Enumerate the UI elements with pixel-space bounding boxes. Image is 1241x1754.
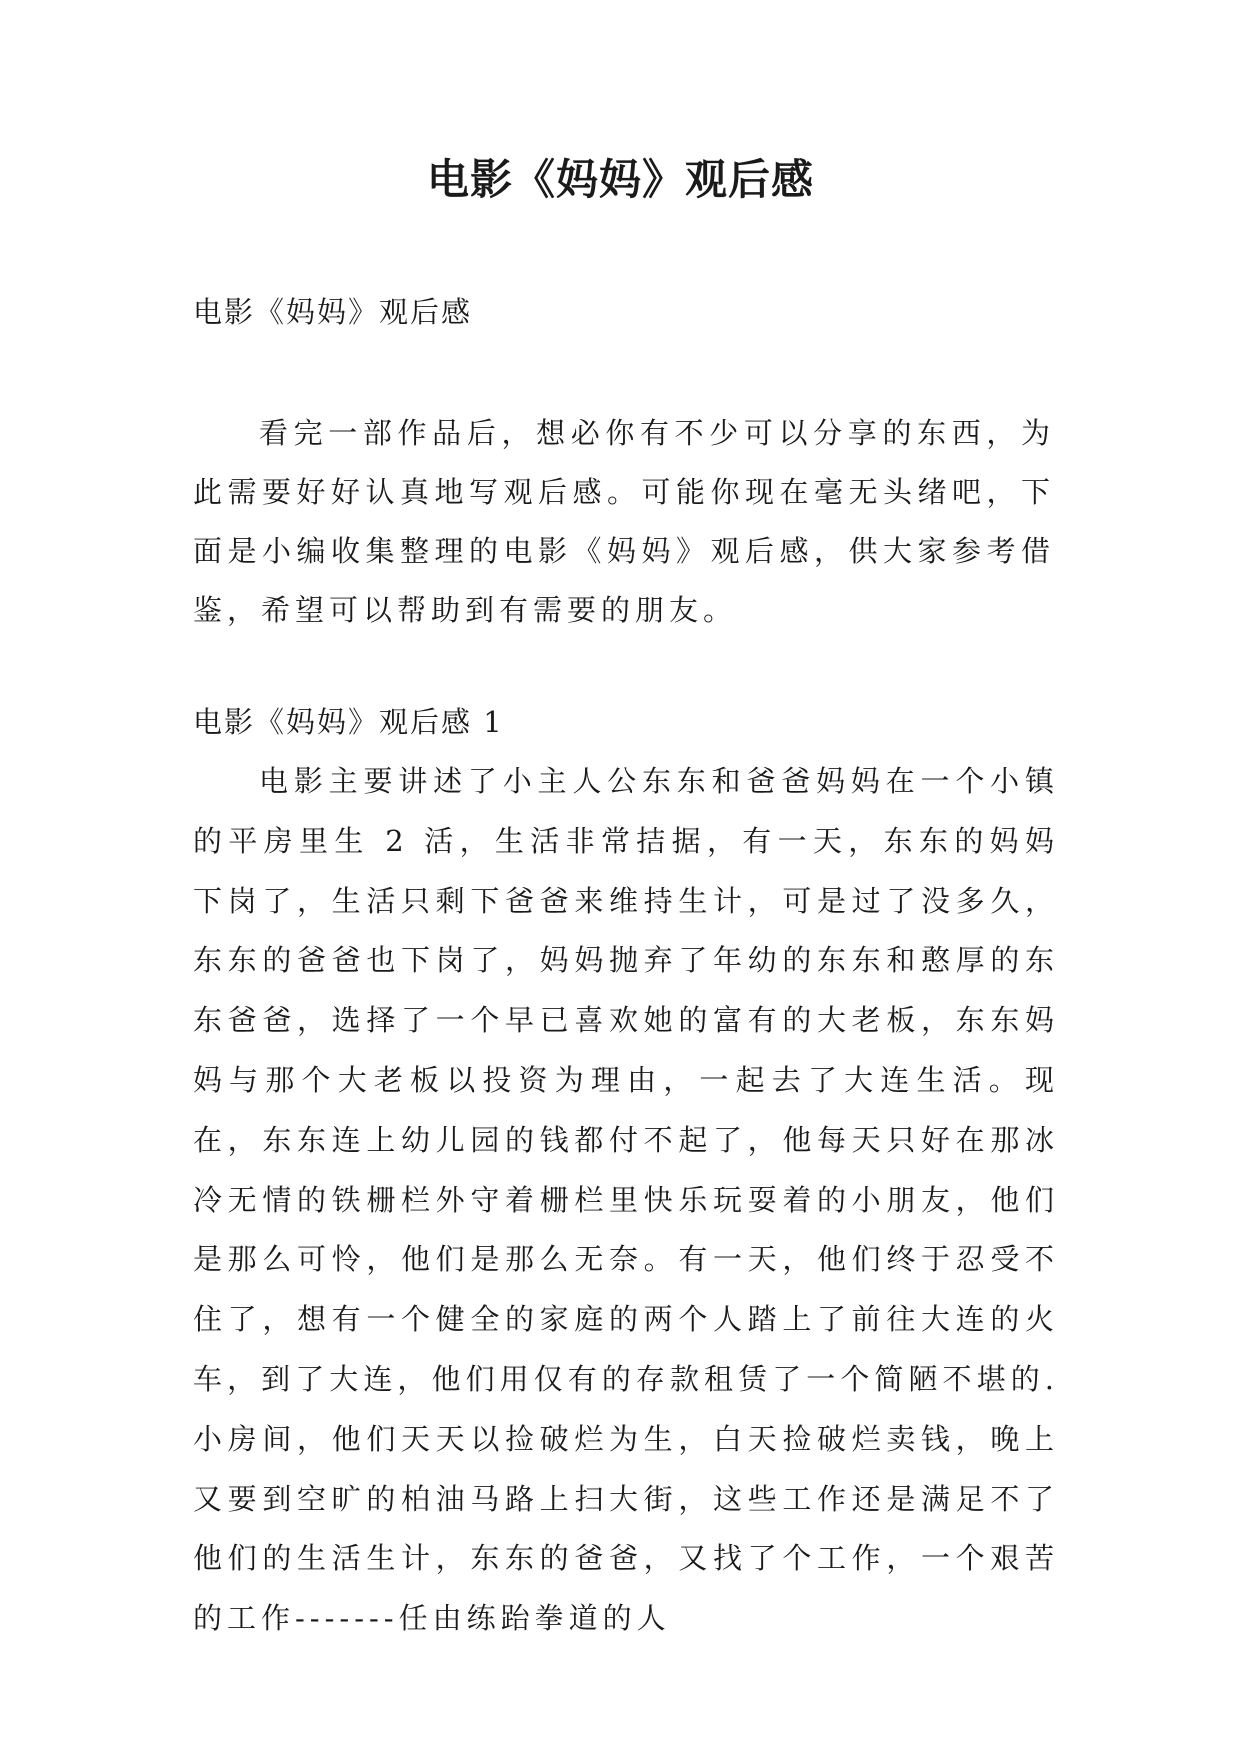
- section-heading-1: 电影《妈妈》观后感 1: [193, 705, 504, 739]
- body-paragraph-1: 电影主要讲述了小主人公东东和爸爸妈妈在一个小镇的平房里生 2 活，生活非常拮据，有一天，东东的妈妈下岗了，生活只剩下爸爸来维持生计，可是过了没多久，东东的爸爸也下岗了，妈妈抛弃了年幼的东东和憨厚的东东爸爸，选择了一个早已喜欢她的富有的大老板，东东妈妈与那个大老板以投资为理由，一起去了大连生活。现在，东东连上幼儿园的钱都付不起了，他每天只好在那冰冷无情的铁栅栏外守着栅栏里快乐玩耍着的小朋友，他们是那么可怜，他们是那么无奈。有一天，他们终于忍受不住了，想有一个健全的家庭的两个人踏上了前往大连的火车，到了大连，他们用仅有的存款租赁了一个简陋不堪的.小房间，他们天天以捡破烂为生，白天捡破烂卖钱，晚上又要到空旷的柏油马路上扫大街，这些工作还是满足不了他们的生活生计，东东的爸爸，又找了个工作，一个艰苦的工作-------任由练跆拳道的人: [193, 764, 1059, 1636]
- document-title: 电影《妈妈》观后感: [426, 155, 814, 204]
- document-subtitle: 电影《妈妈》观后感: [193, 295, 473, 329]
- intro-paragraph: 看完一部作品后，想必你有不少可以分享的东西，为此需要好好认真地写观后感。可能你现在毫无头绪吧，下面是小编收集整理的电影《妈妈》观后感，供大家参考借鉴，希望可以帮助到有需要的朋友。: [193, 416, 1055, 627]
